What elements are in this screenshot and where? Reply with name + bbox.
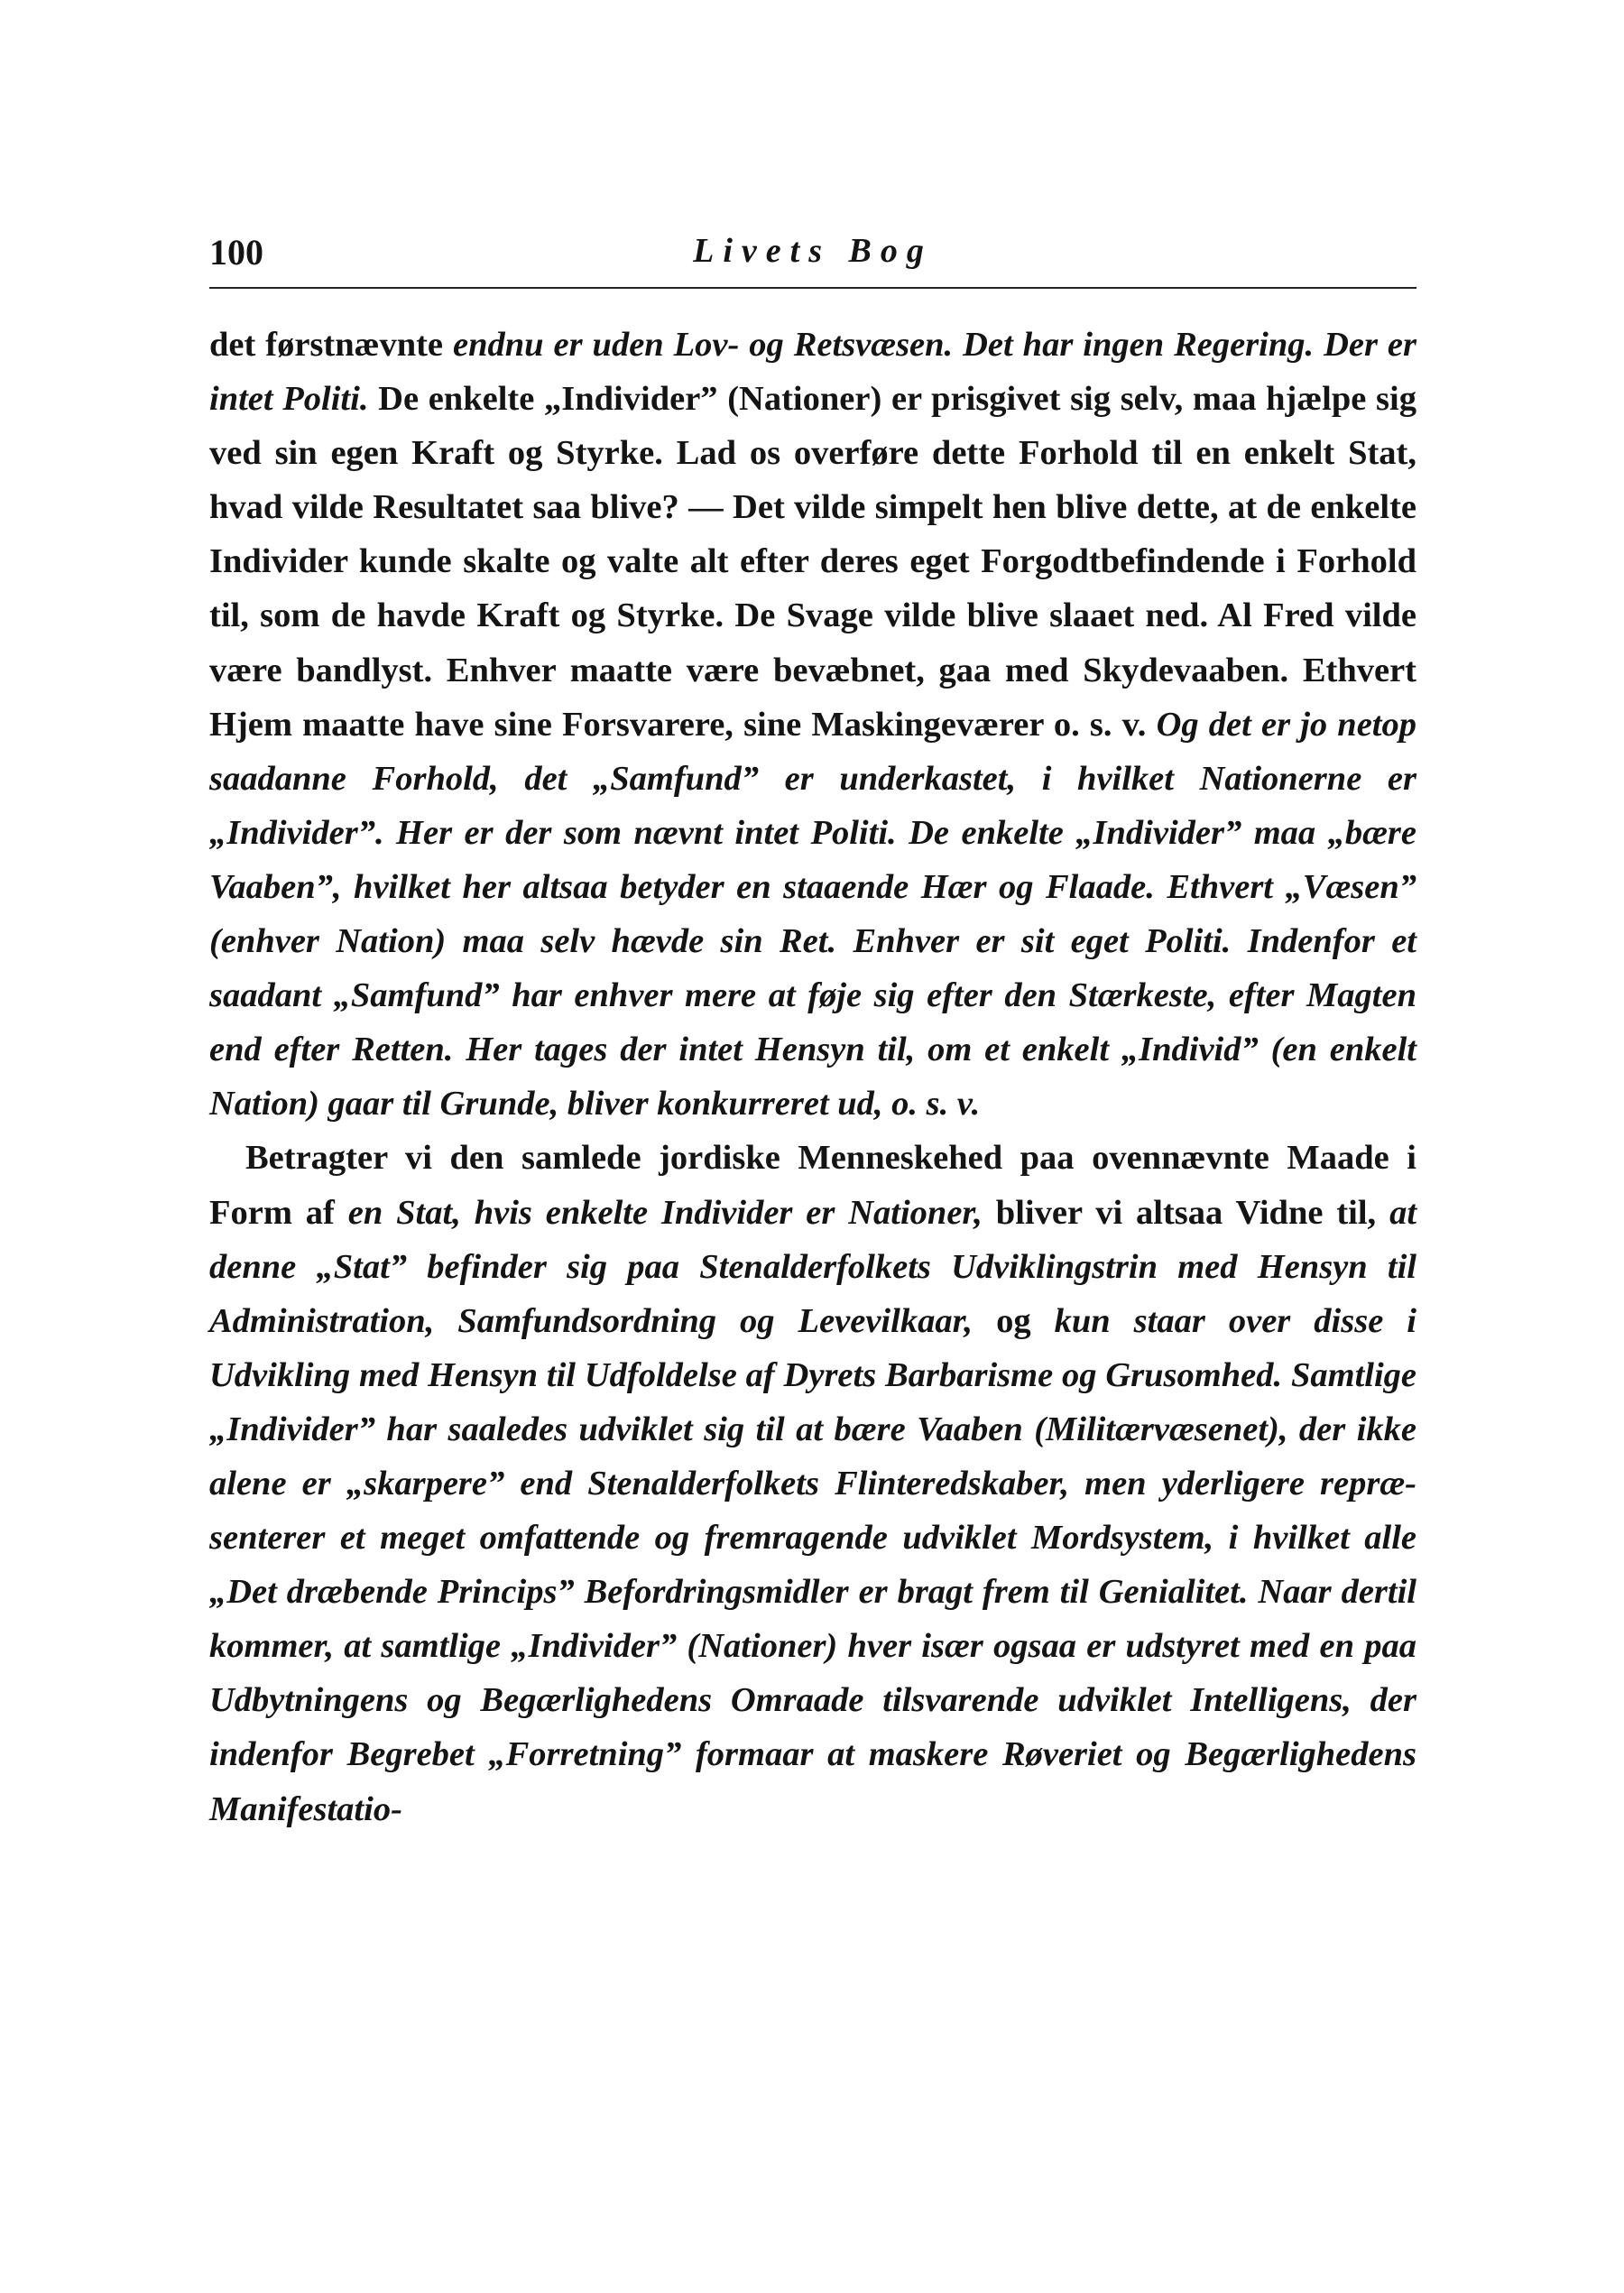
text-segment: bliver vi altsaa Vidne til, [982,1193,1390,1232]
text-segment-italic: kun staar over disse i Udvikling med Hensyn til Udfoldelse af Dyrets Barbarisme og Grusomhed. Samtlige „Individer” har saaledes udviklet sig til at bære Vaaben (Militærvæsenet), der ikke alene er „skarpere” end Stenalderfolkets Flinteredskaber, men yderligere repræsenterer et meget omfattende og fremragende udviklet Mordsystem, i hvilket alle „Det dræbende Princips” Befordringsmidler er bragt frem til Genialitet. Naar dertil kommer, at samtlige „Individer” (Nationer) hver især ogsaa er udstyret med en paa Udbytningens og Begærlighedens Omraade tilsvarende udviklet Intelligens, der indenfor Begrebet „Forretning” formaar at maskere Røveriet og Begærlighedens Manifestatio- [209,1301,1416,1828]
text-segment: Betragter vi den samlede jordiske Menneskehed paa ovennævnte Maade i Form af [209,1139,1416,1232]
text-segment-italic: at denne „Stat” befinder sig paa Stenalderfolkets Udviklingstrin med Hensyn til Administration, Samfundsordning og Levevilkaar, [209,1193,1417,1340]
page-number: 100 [209,232,263,273]
text-segment: De enkelte „Individer” (Nationer) er prisgivet sig selv, maa hjælpe sig ved sin egen Kraft og Styrke. Lad os overføre dette Forhold til en enkelt Stat, hvad vilde Resultatet saa blive? — Det vilde simpelt hen blive dette, at de enkelte Individer kunde skalte og valte alt efter deres eget Forgodtbefindende i Forhold til, som de havde Kraft og Styrke. De Svage vilde blive slaaet ned. Al Fred vilde være bandlyst. Enhver maatte være bevæbnet, gaa med Skydevaaben. Ethvert Hjem maatte have sine Forsvarere, sine Maskingeværer o. s. v. [209,380,1416,744]
text-segment: det førstnævnte [209,326,453,364]
text-segment: og [973,1301,1055,1340]
running-title: Livets Bog [693,232,933,270]
text-segment-italic: en Stat, hvis enkelte Individer er Nationer, [347,1193,983,1232]
page-header [209,224,1416,289]
paragraph-1 [209,318,1416,1131]
text-segment-italic: endnu er uden Lov- og Retsvæsen. Det har ingen Regering. Der er intet Politi. [209,326,1416,419]
paragraph-2 [209,1131,1416,1835]
text-segment-italic: Og det er jo netop saadanne Forhold, det „Samfund” er underkastet, i hvilket Nationerne er „Individer”. Her er der som nævnt intet Politi. De enkelte „Individer” maa „bære Vaaben”, hvilket her altsaa betyder en staaende Hær og Flaade. Ethvert „Væsen” (enhver Nation) maa selv hævde sin Ret. Enhver er sit eget Politi. Indenfor et saadant „Samfund” har enhver mere at føje sig efter den Stærkeste, efter Magten end efter Retten. Her tages der intet Hensyn til, om et enkelt „Individ” (en enkelt Nation) gaar til Grunde, bliver konkurreret ud, o. s. v. [209,705,1416,1123]
body-text [209,318,1416,1836]
